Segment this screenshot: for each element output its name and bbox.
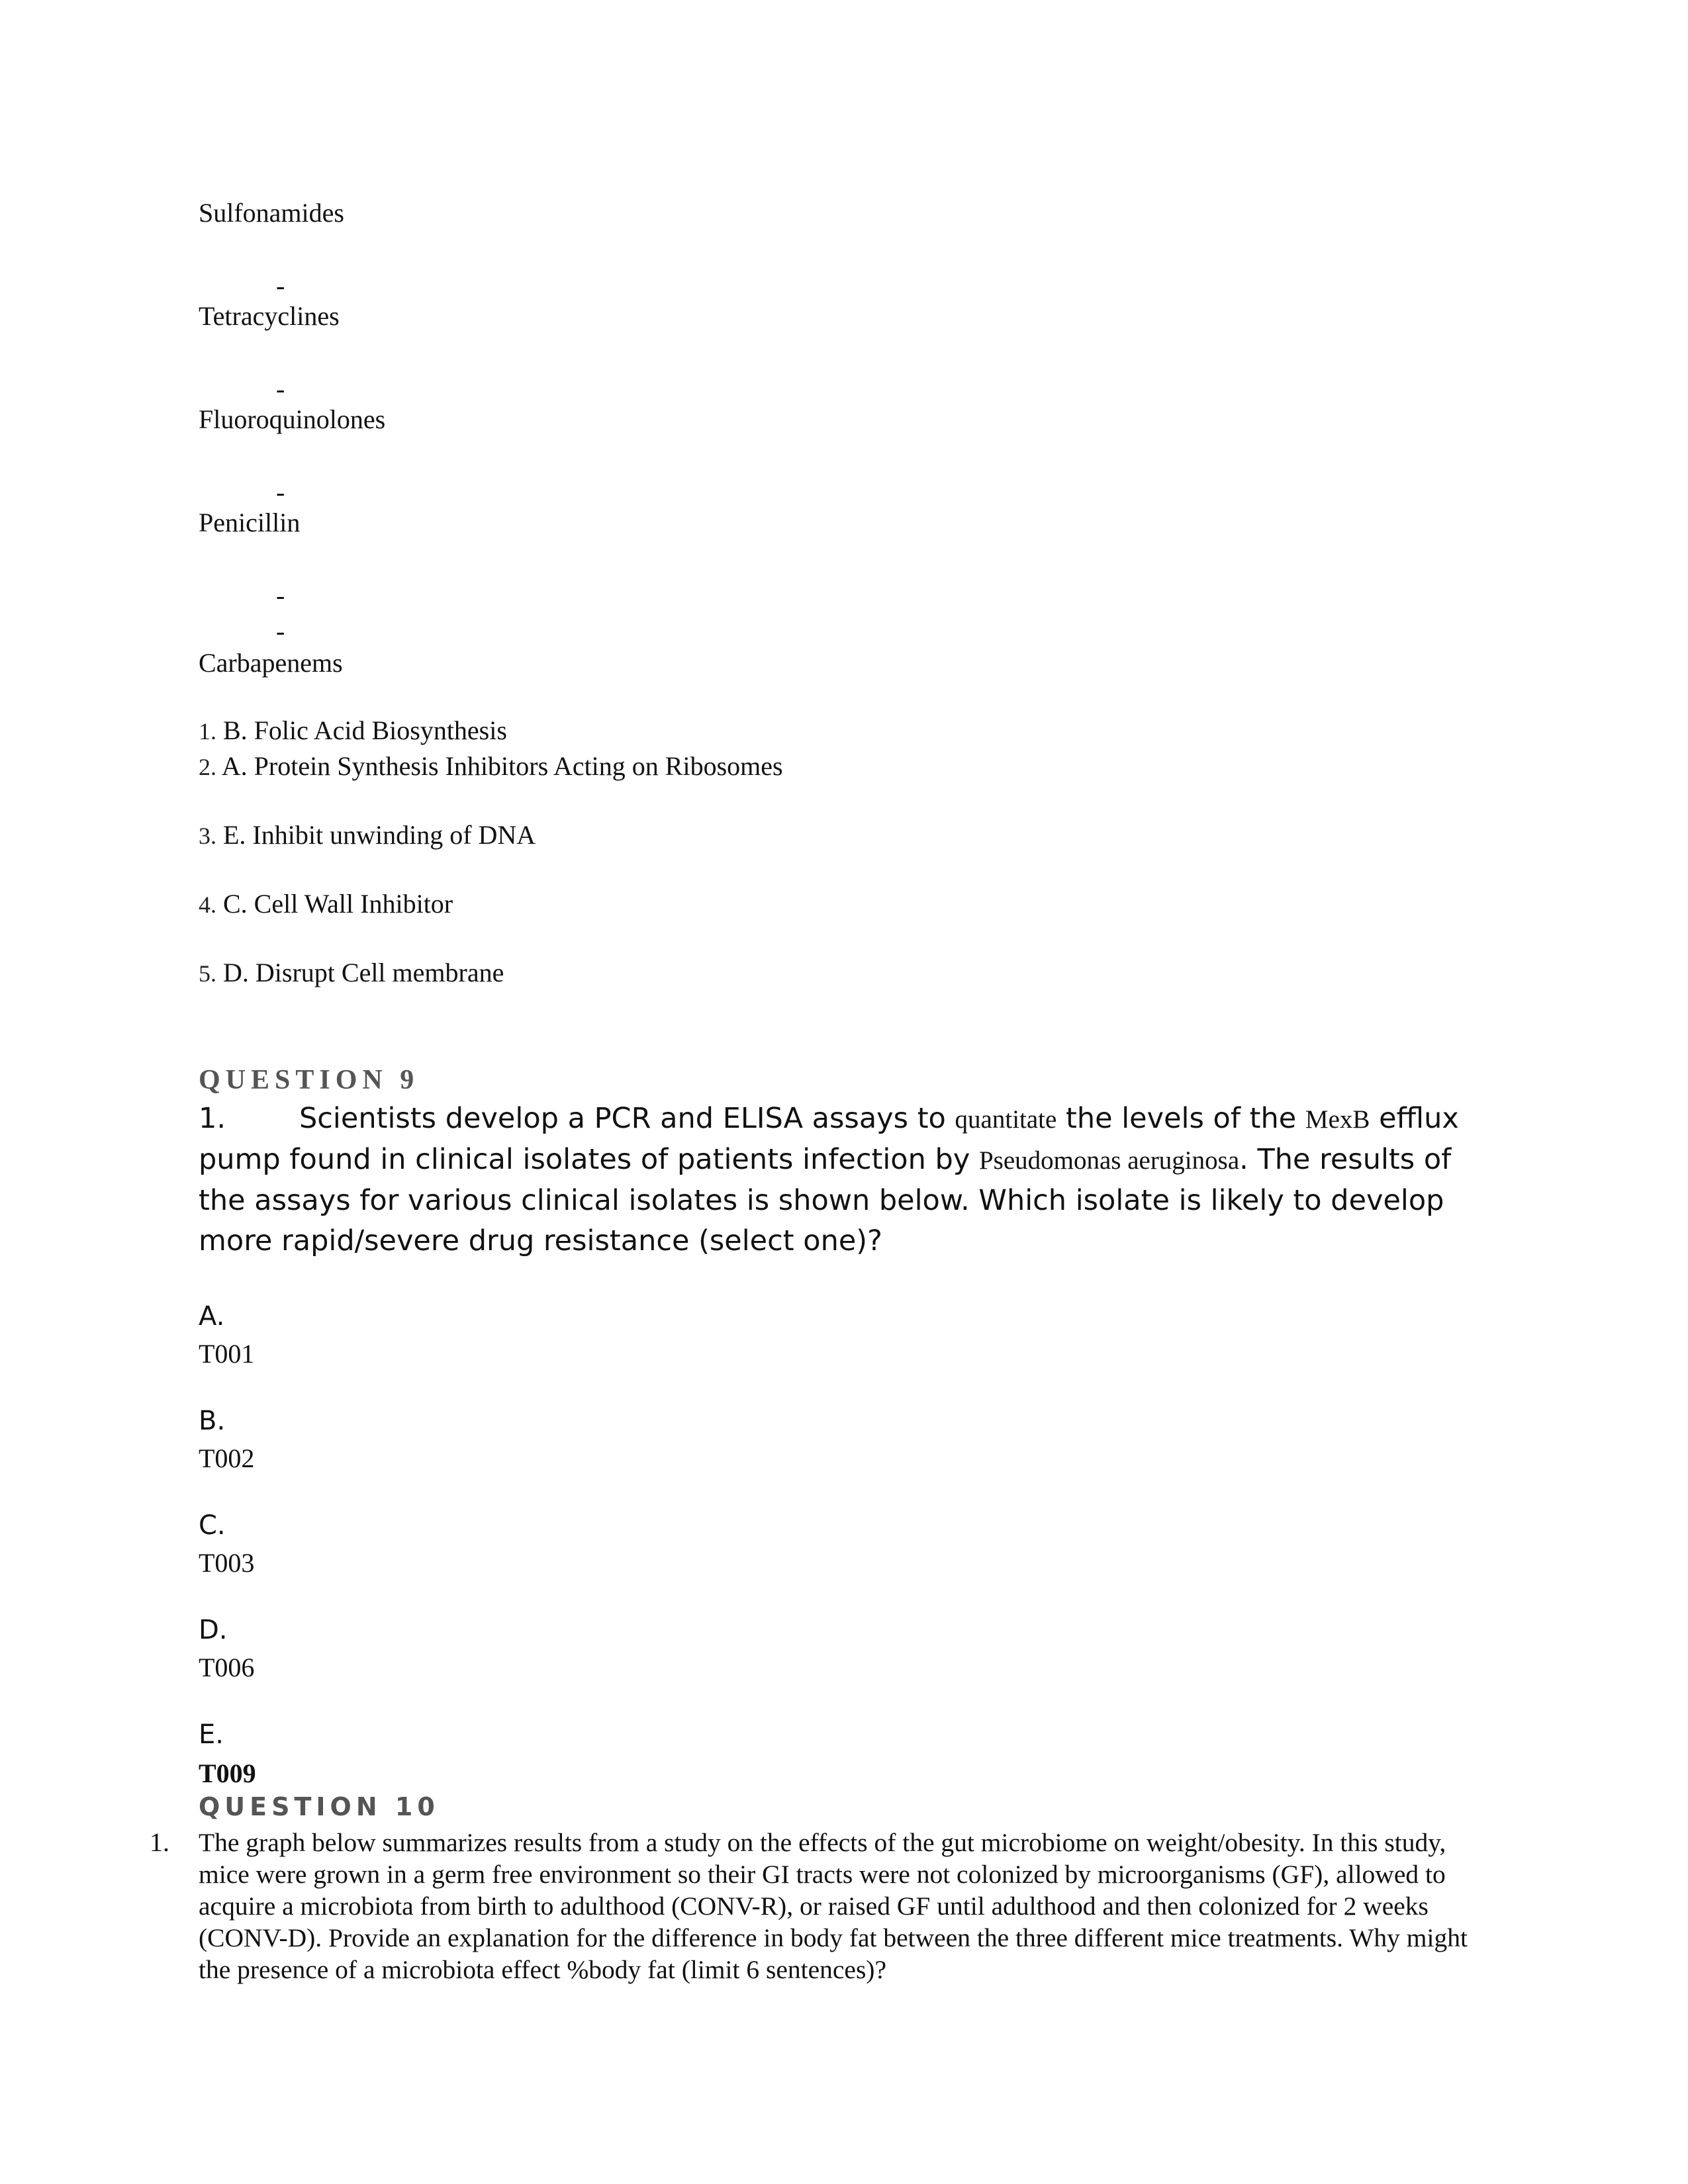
question-9-text (199, 1099, 1496, 1261)
match-number: 1. (199, 718, 216, 745)
question-number: 1. (150, 1827, 169, 1857)
match-text: D. Disrupt Cell membrane (223, 958, 504, 987)
question-text-part: MexB (1305, 1105, 1370, 1134)
match-item (199, 888, 453, 919)
match-item (199, 957, 504, 988)
option-c-letter[interactable]: C. (199, 1510, 226, 1541)
option-e-value[interactable]: T009 (199, 1758, 256, 1788)
question-text-part: quantitate (955, 1105, 1057, 1134)
question-text-part: efflux pump found in clinical isolates of patients infection by (199, 1102, 1459, 1176)
drug-carbapenems: Carbapenems (199, 648, 343, 678)
match-text: E. Inhibit unwinding of DNA (223, 820, 536, 850)
question-text-part: Pseudomonas aeruginosa (978, 1146, 1240, 1175)
question-text-part: the levels of the (1056, 1102, 1305, 1135)
option-b-value[interactable]: T002 (199, 1443, 255, 1473)
question-text-part: Scientists develop a PCR and ELISA assays to (299, 1102, 955, 1135)
option-d-value[interactable]: T006 (199, 1653, 255, 1682)
question-10-text: The graph below summarizes results from a study on the effects of the gut microbiome on weight/obesity. In this study, mice were grown in a germ free environment so their GI tracts were not colonized by microorganisms (GF), allowed to acquire a microbiota from birth to adulthood (CONV-R), or raised GF until adulthood and then colonized for 2 weeks (CONV-D). Provide an explanation for the difference in body fat between the three different mice treatments. Why might the presence of a microbiota effect %body fat (limit 6 sentences)? (199, 1828, 1468, 1984)
question-9-heading: QUESTION 9 (199, 1065, 420, 1095)
option-e-letter[interactable]: E. (199, 1719, 224, 1750)
drug-fluoroquinolones: Fluoroquinolones (199, 404, 386, 434)
question-text-part: . The results of the assays for various clinical isolates is shown below. Which isolate is likely to develop more rapid/severe drug resistance (select one)? (199, 1143, 1452, 1257)
match-item (199, 751, 783, 782)
dash: - (276, 616, 285, 646)
drug-sulfonamides: Sulfonamides (199, 198, 344, 228)
option-c-value[interactable]: T003 (199, 1548, 255, 1578)
option-a-letter[interactable]: A. (199, 1301, 225, 1332)
match-number: 3. (199, 823, 216, 849)
drug-tetracyclines: Tetracyclines (199, 301, 340, 331)
dash: - (276, 271, 285, 300)
match-text: A. Protein Synthesis Inhibitors Acting on Ribosomes (221, 751, 783, 781)
match-item (199, 715, 507, 746)
dash: - (276, 374, 285, 404)
question-10-heading: QUESTION 10 (199, 1792, 440, 1821)
option-b-letter[interactable]: B. (199, 1406, 226, 1436)
match-text: B. Folic Acid Biosynthesis (223, 715, 507, 745)
match-number: 5. (199, 960, 216, 987)
option-a-value[interactable]: T001 (199, 1339, 255, 1369)
option-d-letter[interactable]: D. (199, 1615, 228, 1645)
dash: - (276, 477, 285, 507)
match-number: 2. (199, 754, 216, 780)
question-number: 1. (199, 1102, 226, 1135)
match-text: C. Cell Wall Inhibitor (223, 889, 453, 919)
match-number: 4. (199, 891, 216, 918)
drug-penicillin: Penicillin (199, 508, 301, 537)
match-item (199, 819, 536, 850)
dash: - (276, 580, 285, 610)
